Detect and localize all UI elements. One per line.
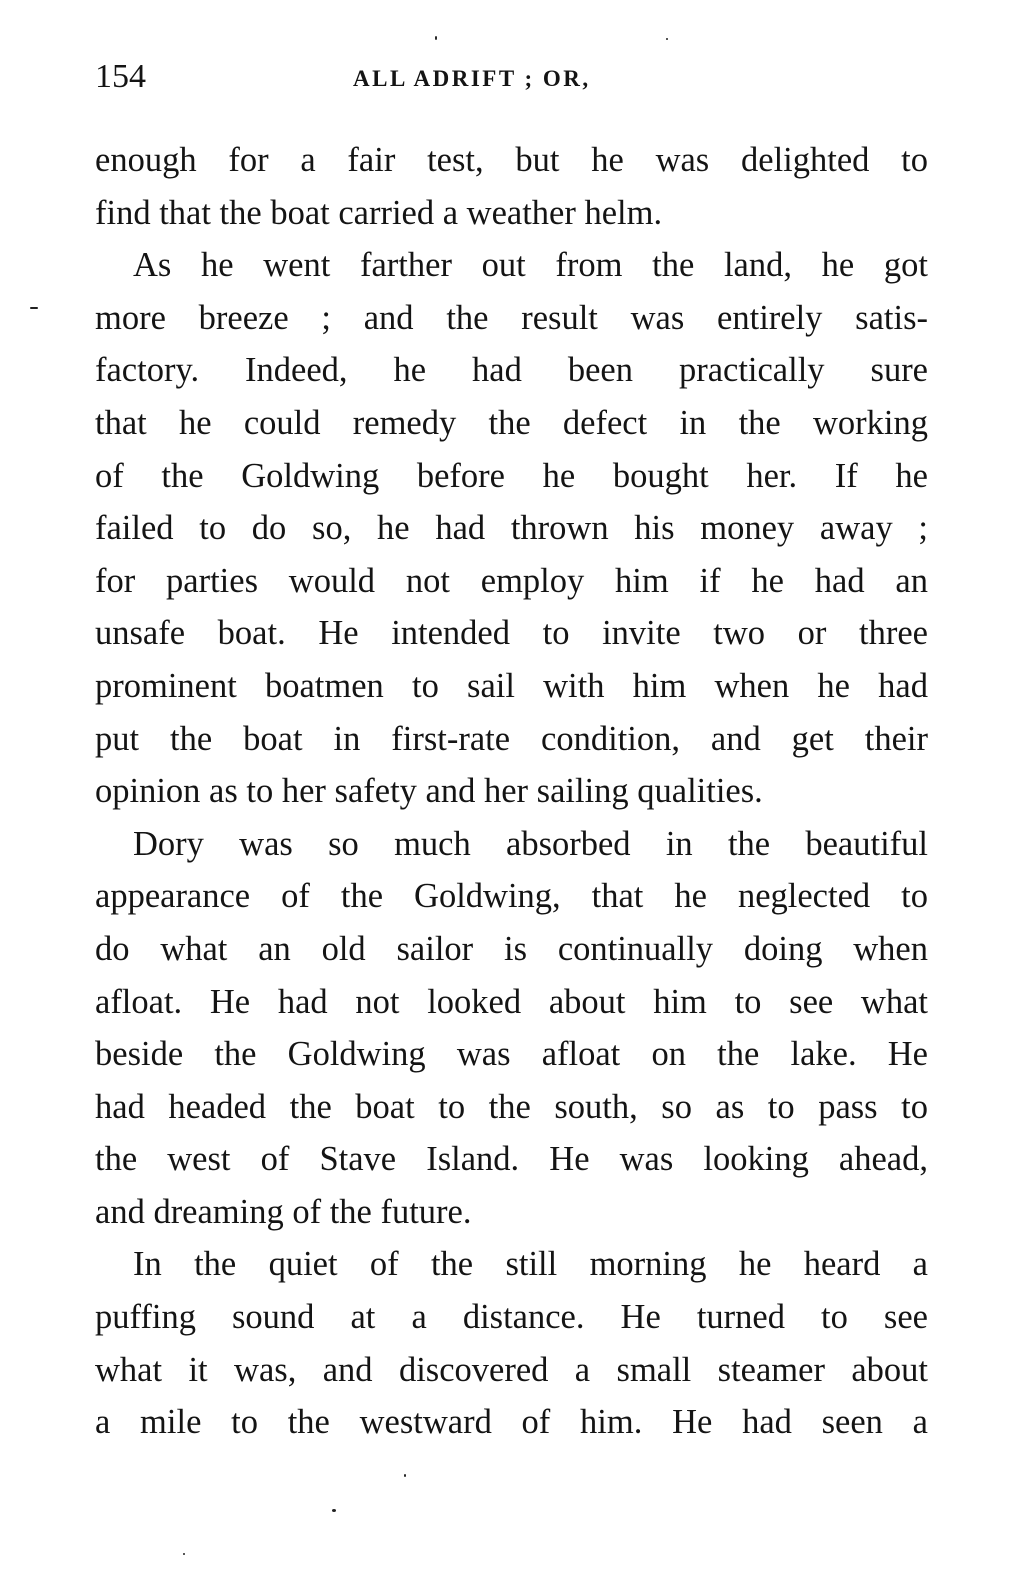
text-line: appearance of the Goldwing, that he neglected to <box>95 877 928 916</box>
scan-speck <box>666 38 668 40</box>
text-line: the west of Stave Island. He was looking ahead, <box>95 1140 928 1179</box>
running-header <box>95 52 930 102</box>
text-line: In the quiet of the still morning he heard a <box>133 1245 928 1284</box>
scan-speck <box>332 1509 336 1512</box>
body-text <box>95 134 928 1449</box>
scan-speck <box>30 307 38 309</box>
scan-speck <box>183 1553 185 1555</box>
text-line: puffing sound at a distance. He turned to see <box>95 1298 928 1337</box>
text-line: and dreaming of the future. <box>95 1192 472 1231</box>
text-line: a mile to the westward of him. He had seen a <box>95 1403 928 1442</box>
text-line: for parties would not employ him if he had an <box>95 561 928 600</box>
text-line: failed to do so, he had thrown his money away ; <box>95 509 928 548</box>
text-line: unsafe boat. He intended to invite two or three <box>95 614 928 653</box>
page-number: 154 <box>95 58 146 95</box>
scan-speck <box>404 1474 406 1477</box>
text-line: Dory was so much absorbed in the beautiful <box>133 824 928 863</box>
text-line: of the Goldwing before he bought her. If he <box>95 456 928 495</box>
text-line: more breeze ; and the result was entirely satis- <box>95 298 928 337</box>
text-line: what it was, and discovered a small steamer about <box>95 1350 928 1389</box>
text-line: factory. Indeed, he had been practically sure <box>95 351 928 390</box>
text-line: find that the boat carried a weather helm. <box>95 193 663 232</box>
running-title: ALL ADRIFT ; OR, <box>353 66 591 91</box>
text-line: As he went farther out from the land, he got <box>133 246 928 285</box>
text-line: beside the Goldwing was afloat on the lake. He <box>95 1035 928 1074</box>
text-line: put the boat in first-rate condition, and get their <box>95 719 928 758</box>
text-line: opinion as to her safety and her sailing qualities. <box>95 772 763 811</box>
text-line: afloat. He had not looked about him to see what <box>95 982 928 1021</box>
text-line: had headed the boat to the south, so as to pass to <box>95 1087 928 1126</box>
text-line: do what an old sailor is continually doing when <box>95 929 928 968</box>
text-line: that he could remedy the defect in the working <box>95 403 928 442</box>
text-line: enough for a fair test, but he was delighted to <box>95 141 928 179</box>
scan-speck <box>435 36 437 40</box>
text-line: prominent boatmen to sail with him when he had <box>95 666 928 705</box>
